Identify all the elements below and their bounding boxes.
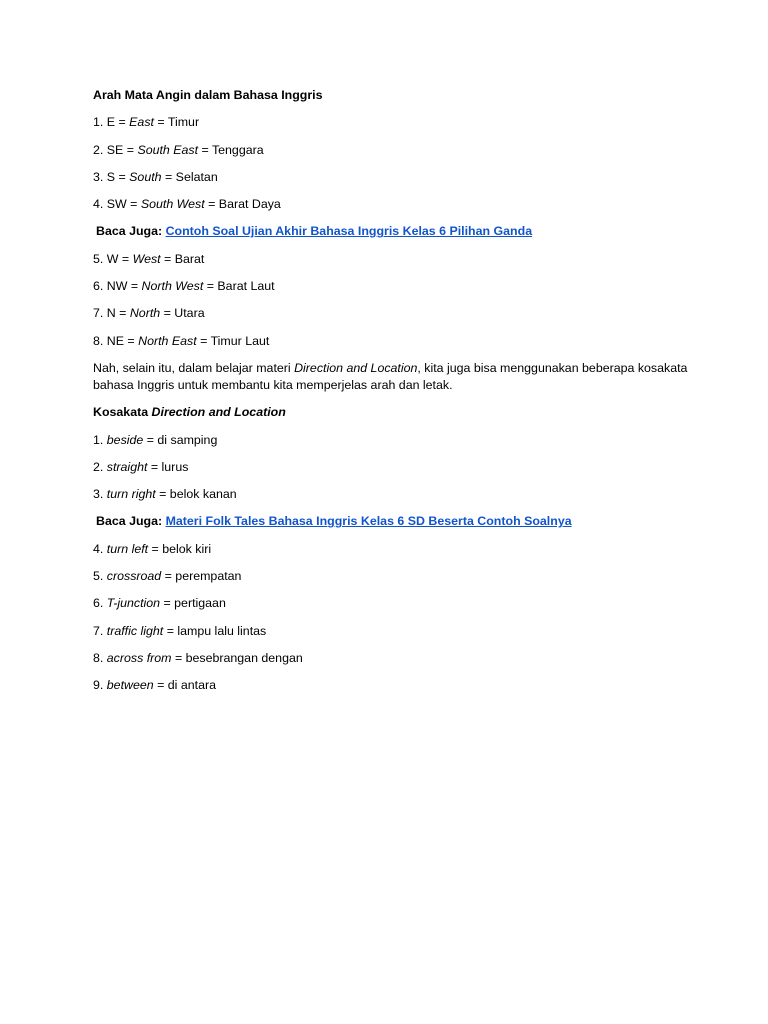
list-item: 8. NE = North East = Timur Laut	[93, 333, 270, 348]
list-item: 3. turn right = belok kanan	[93, 487, 237, 502]
list-item: 2. SE = South East = Tenggara	[93, 142, 264, 157]
intro-paragraph: Nah, selain itu, dalam belajar materi Direction and Location, kita juga bisa menggunakan beberapa kosakata bahasa Inggris untuk membantu kita memperjelas arah dan letak.	[93, 360, 688, 392]
read-also-label: Baca Juga:	[96, 224, 166, 239]
section-heading-vocab: Kosakata Direction and Location	[93, 405, 286, 420]
section-heading-compass: Arah Mata Angin dalam Bahasa Inggris	[93, 88, 323, 102]
list-item: 1. E = East = Timur	[93, 115, 200, 130]
list-item: 3. S = South = Selatan	[93, 169, 218, 184]
list-item: 8. across from = besebrangan dengan	[93, 650, 303, 665]
list-item: 7. traffic light = lampu lalu lintas	[93, 623, 267, 638]
read-also-link-1[interactable]: Contoh Soal Ujian Akhir Bahasa Inggris Kelas 6 Pilihan Ganda	[165, 224, 533, 239]
read-also-label: Baca Juga:	[96, 514, 166, 529]
read-also-link-2[interactable]: Materi Folk Tales Bahasa Inggris Kelas 6 SD Beserta Contoh Soalnya	[165, 514, 572, 529]
read-also-2	[93, 513, 693, 530]
list-item: 9. between = di antara	[93, 678, 216, 693]
list-item: 7. N = North = Utara	[93, 306, 205, 321]
list-item: 6. NW = North West = Barat Laut	[93, 279, 275, 294]
list-item: 2. straight = lurus	[93, 459, 189, 474]
list-item: 5. W = West = Barat	[93, 251, 205, 266]
list-item: 6. T-junction = pertigaan	[93, 596, 226, 611]
read-also-1	[93, 223, 693, 240]
list-item: 4. turn left = belok kiri	[93, 541, 212, 556]
list-item: 1. beside = di samping	[93, 432, 218, 447]
list-item: 4. SW = South West = Barat Daya	[93, 197, 281, 212]
list-item: 5. crossroad = perempatan	[93, 569, 242, 584]
document-body	[93, 87, 693, 705]
